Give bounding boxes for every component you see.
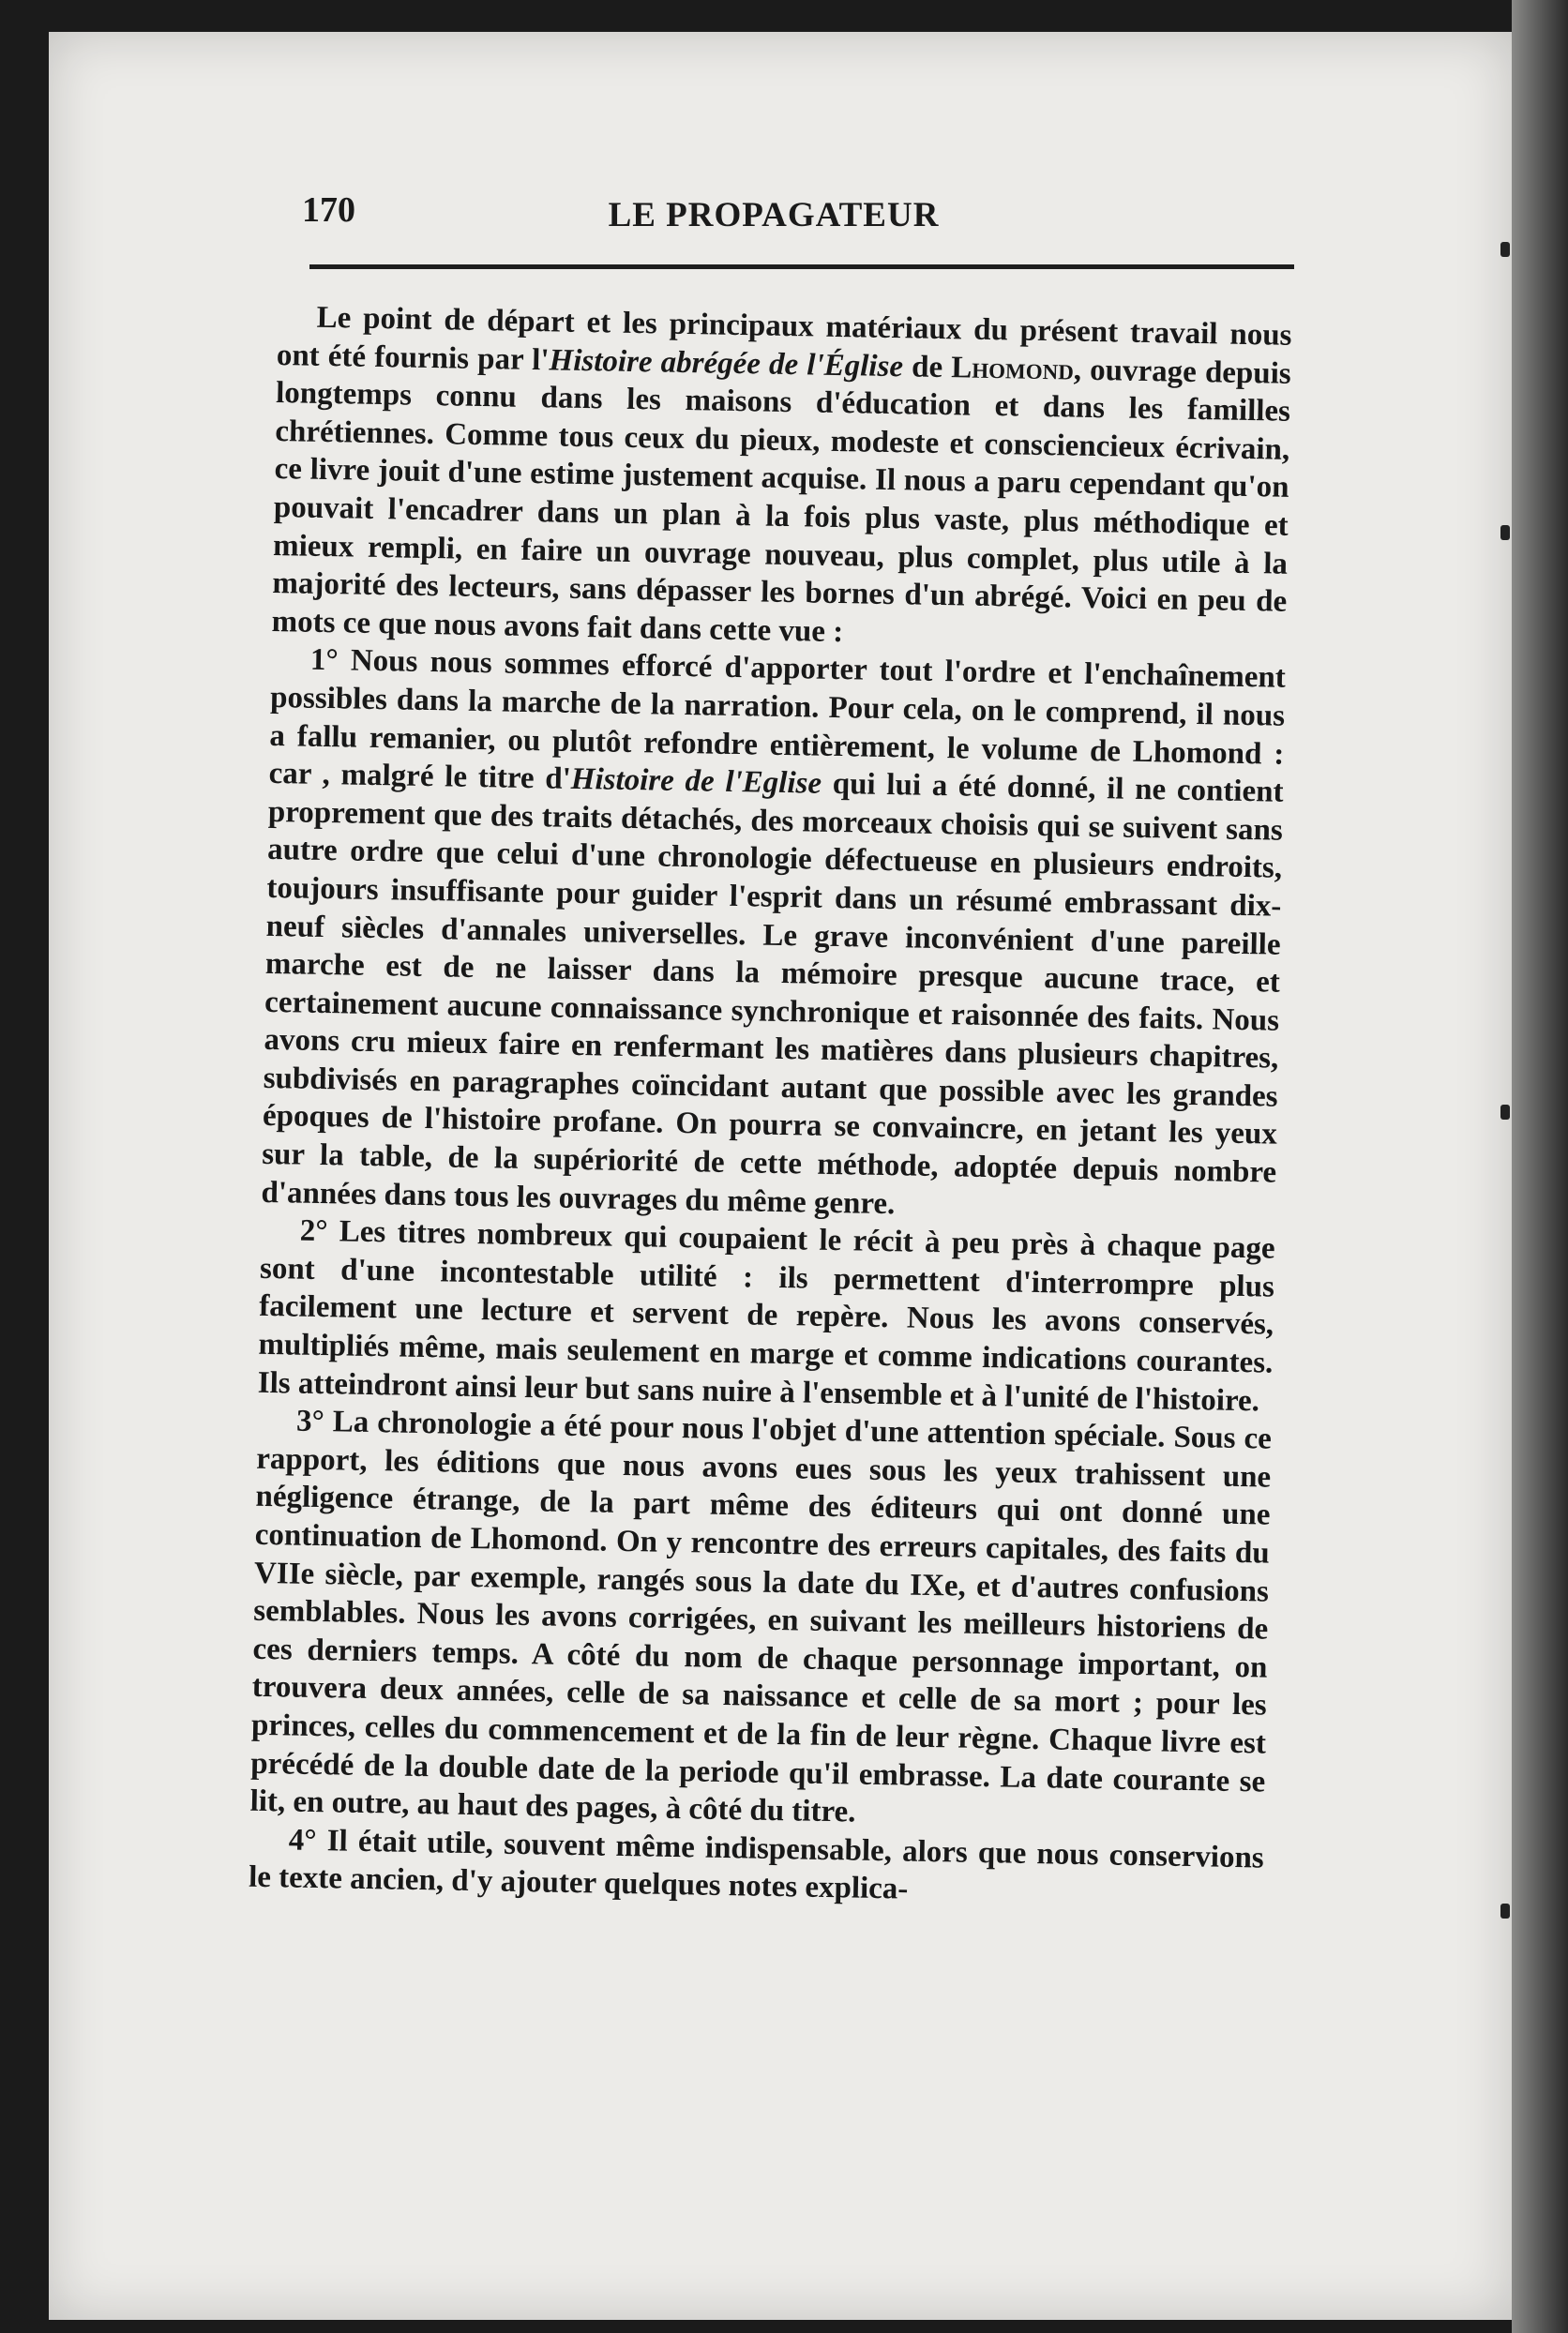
author-name: Lhomond [950,350,1075,387]
paragraph [257,1212,1275,1421]
scan-mark [1500,242,1510,257]
page-number: 170 [302,190,355,230]
paragraph-text: 1° Nous nous sommes efforcé d'apporter tout l'ordre et l'enchaînement possibles dans la marche de la narration. Pour cela, on le comprend, il nous a fallu remanier, ou plutôt refondre entièrement, le volume de Lhomond : car , malgré le titre d' [268,643,1287,796]
body-text [249,298,1292,1915]
header-rule [309,264,1294,269]
scan-mark [1500,1904,1510,1919]
paragraph [249,1402,1272,1839]
paragraph-text: de [902,349,952,384]
paragraph-text: 3° La chronologie a été pour nous l'objet d'une attention spéciale. Sous ce rapport, les éditions que nous avons eues sous les yeux trahissent une négligence étrange, de la part même des éditeurs qui ont donné une continuation de Lhomond. On y rencontre des erreurs capitales, des faits du VIIe siècle, par exemple, rangés sous la date du IXe, et d'autres confusions semblables. Nous les avons corrigées, en suivant les meilleurs historiens de ces derniers temps. A côté du nom de chaque personnage important, on trouvera deux années, celle de sa naissance et celle de sa mort ; pour les princes, celles du commencement et de la fin de leur règne. Chaque livre est précédé de la double date de la periode qu'il embrasse. La date courante se lit, en outre, au haut des pages, à côté du titre. [249,1404,1273,1829]
scan-edge [1512,0,1568,2333]
scan-mark [1500,525,1510,540]
paragraph-text: qui lui a été donné, il ne contient proprement que des traits détachés, des morceaux choisis qui se suivent sans autre ordre que celui d'une chronologie défectueuse en plusieurs endroits, toujours insuffisante pour guider l'esprit dans un résumé embrassant dix-neuf siècles d'annales universelles. Le grave inconvénient d'une pareille marche est de ne laisser dans la mémoire presque aucune trace, et certainement aucune connaissance synchronique et raisonnée des faits. Nous avons cru mieux faire en renfermant les matières dans plusieurs chapitres, subdivisés en paragraphes coïncidant autant que possible avec les grandes époques de l'histoire profane. On pourra se convaincre, en jetant les yeux sur la table, de la supériorité de cette méthode, adoptée depuis nombre d'années dans tous les ouvrages du même genre. [261,766,1284,1221]
paragraph [261,640,1286,1230]
paragraph-text: , ouvrage depuis longtemps connu dans les maisons d'éducation et dans les familles chrétiennes. Comme tous ceux du pieux, modeste et consciencieux écrivain, ce livre jouit d'une estime justement acquise. Il nous a paru cependant qu'on pouvait l'encadrer dans un plan à la fois plus vaste, plus méthodique et mieux rempli, en faire un ouvrage nouveau, plus complet, plus utile à la majorité des lecteurs, sans dépasser les bornes d'un abrégé. Voici en peu de mots ce que nous avons fait dans cette vue : [271,353,1292,649]
page-header [253,154,1294,257]
paragraph-text: 2° Les titres nombreux qui coupaient le récit à peu près à chaque page sont d'une incontestable utilité : ils permettent d'interrompre plus facilement une lecture et servent de repère. Nous les avons conservés, multipliés même, mais seulement en marge et comme indications courantes. Ils atteindront ainsi leur but sans nuire à l'ensemble et à l'unité de l'histoire. [257,1213,1275,1419]
paragraph [271,298,1292,659]
italic-title: Histoire abrégée de l'Église [549,342,904,384]
paragraph-text: Le point de départ et les principaux matériaux du présent travail nous ont été fournis par l' [276,300,1292,377]
italic-title: Histoire de l'Eglise [570,761,822,801]
running-title: LE PROPAGATEUR [608,196,940,234]
paragraph-text: 4° Il était utile, souvent même indispensable, alors que nous conservions le texte ancien, d'y ajouter quelques notes explica- [248,1823,1265,1906]
scan-mark [1500,1105,1510,1120]
